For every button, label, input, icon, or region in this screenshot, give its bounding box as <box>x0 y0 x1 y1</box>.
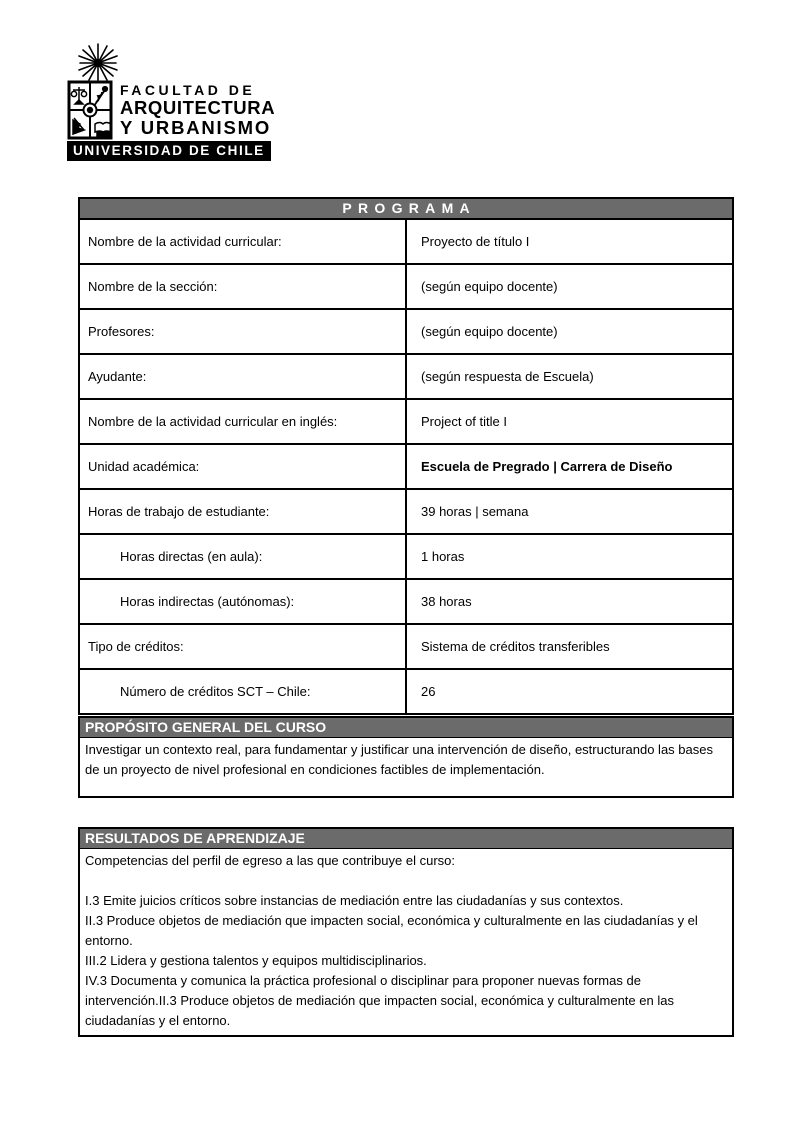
row-label: Tipo de créditos: <box>79 624 406 669</box>
section-title: RESULTADOS DE APRENDIZAJE <box>80 829 732 849</box>
row-value: (según equipo docente) <box>406 309 733 354</box>
section-paragraph <box>85 871 727 891</box>
faculty-name-line3: Y URBANISMO <box>120 117 272 138</box>
faculty-name-line1: FACULTAD DE <box>120 82 256 98</box>
section-paragraph: II.3 Produce objetos de mediación que impacten social, económica y culturalmente en las ciudadanías y el entorno. <box>85 913 698 948</box>
row-label: Número de créditos SCT – Chile: <box>79 669 406 714</box>
starburst-icon <box>75 42 121 82</box>
section-proposito-general <box>78 716 734 798</box>
table-row <box>79 669 733 714</box>
row-label: Nombre de la sección: <box>79 264 406 309</box>
row-label: Nombre de la actividad curricular en inglés: <box>79 399 406 444</box>
row-value: 26 <box>406 669 733 714</box>
section-paragraph: I.3 Emite juicios críticos sobre instancias de mediación entre las ciudadanías y sus contextos. <box>85 893 624 908</box>
row-label: Horas de trabajo de estudiante: <box>79 489 406 534</box>
university-banner: UNIVERSIDAD DE CHILE <box>67 141 271 161</box>
row-value: (según respuesta de Escuela) <box>406 354 733 399</box>
section-body <box>80 849 732 1035</box>
row-value: Escuela de Pregrado | Carrera de Diseño <box>406 444 733 489</box>
section-paragraph: Competencias del perfil de egreso a las que contribuye el curso: <box>85 853 455 868</box>
program-table <box>78 197 734 715</box>
table-row <box>79 219 733 264</box>
row-label: Nombre de la actividad curricular: <box>79 219 406 264</box>
table-row <box>79 354 733 399</box>
section-body <box>80 738 732 796</box>
table-row <box>79 489 733 534</box>
table-row <box>79 579 733 624</box>
section-paragraph: IV.3 Documenta y comunica la práctica profesional o disciplinar para proponer nuevas formas de intervención.II.3 Produce objetos de mediación que impacten social, económica y culturalmente en las ciudadanías y el entorno. <box>85 973 674 1028</box>
row-label: Horas directas (en aula): <box>79 534 406 579</box>
section-paragraph: III.2 Lidera y gestiona talentos y equipos multidisciplinarios. <box>85 953 427 968</box>
row-value: Proyecto de título I <box>406 219 733 264</box>
section-paragraph: Investigar un contexto real, para fundamentar y justificar una intervención de diseño, estructurando las bases de un proyecto de nivel profesional en condiciones factibles de implementación. <box>85 742 713 777</box>
table-row <box>79 624 733 669</box>
table-row <box>79 534 733 579</box>
row-value: 38 horas <box>406 579 733 624</box>
section-title: PROPÓSITO GENERAL DEL CURSO <box>80 718 732 738</box>
row-label: Horas indirectas (autónomas): <box>79 579 406 624</box>
table-row <box>79 399 733 444</box>
row-value: 39 horas | semana <box>406 489 733 534</box>
row-value: Project of title I <box>406 399 733 444</box>
program-table-body <box>79 219 733 714</box>
table-row <box>79 444 733 489</box>
table-row <box>79 309 733 354</box>
row-value: 1 horas <box>406 534 733 579</box>
university-crest-icon <box>67 80 113 140</box>
row-label: Unidad académica: <box>79 444 406 489</box>
row-label: Profesores: <box>79 309 406 354</box>
row-value: Sistema de créditos transferibles <box>406 624 733 669</box>
program-table-title: PROGRAMA <box>79 198 733 219</box>
row-value: (según equipo docente) <box>406 264 733 309</box>
faculty-name <box>120 80 275 140</box>
row-label: Ayudante: <box>79 354 406 399</box>
faculty-name-line2: ARQUITECTURA <box>120 97 276 118</box>
section-resultados-aprendizaje <box>78 827 734 1037</box>
table-row <box>79 264 733 309</box>
